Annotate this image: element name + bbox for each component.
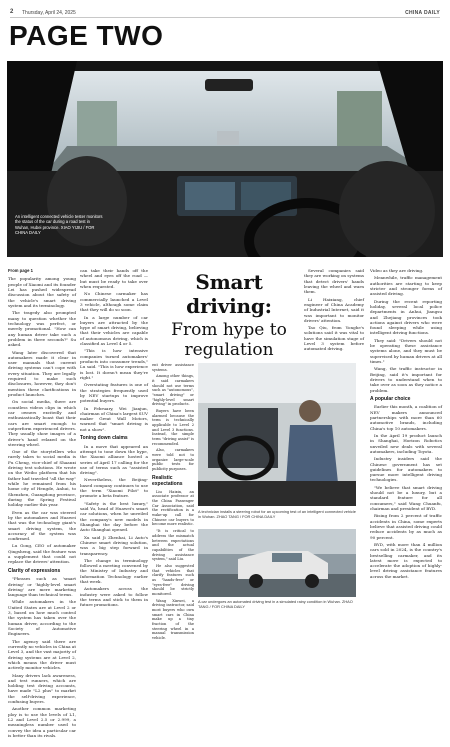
subheading: Realistic expectations [152,474,183,488]
paragraph: In a move that appeared an attempt to tone down the hype, the Xiaomi alliance hosted a series of April 17 calling for the use of terms such as "assisted driving". [80,443,148,476]
paragraph: Li Haixiang, chief engineer of China Academy of Industrial Internet, said it was important to monitor drivers' attention. [304,296,364,323]
paragraph: Industry insiders said the Chinese government has set guidelines for automakers to pursue more intelligent driving technologies. [370,456,442,483]
paragraph: Tao Qiu, from Yonghe's solutions said it was vital to have the simulation stage of Level 3 system before automated driving. [304,325,364,352]
paragraph: Also, carmakers were told not to organize large-scale public tests for publicity purposes. [152,448,194,472]
paragraph: ent driver assistance systems. [152,363,194,372]
rain-test-illustration [198,529,356,597]
paragraph: The popularity among young people of Xiaomi and its founder Lei has pushed widespread discussion about the safety of the vehicle's smart driving system and its terminology. [8,276,76,309]
paragraph: They said: "Drivers should not be operating these assistance systems alone, and they must be supervised by human drivers at all times." [370,337,443,364]
paragraph: In a large number of car buyers are attracted by the hype of smart driving, believing that their vehicles are capable of autonomous driving, which is classified as Level 4 or 5. [80,314,148,347]
masthead [10,8,440,18]
main-photo [7,61,443,257]
technician-photo [198,363,356,506]
paragraph: Buyers have been alarmed because the term is technically applicable to Level 2 and Level 3 functions. Instead, the simple term "driving assist" is recommended. [152,409,194,446]
headline-line-2: From hype to regulation [171,320,287,360]
paragraph: The agency said there are currently no vehicles in China at Level 3, and the vast majority of driving systems are at Level 2, which means the driver must actively monitor vehicles. [8,638,76,671]
paragraph: The tragedy also prompted many to question whether the technology was perfect, or merely promotional. "How can any human driver take such a problem in three seconds?" Su asked. [8,310,76,348]
subheading: Clarity of expressions [8,567,61,574]
paragraph: Nevertheless, the Beijing-based company continues to use the term "Xiaomi Pilot" to promote a beta feature. [80,477,148,499]
technician-photo-caption: A technician installs a steering robot for an upcoming test of an intelligent connected vehicle in Wuhan. ZHAO TANG / FOR CHINA DAILY [198,509,356,520]
section-title: PAGE TWO [9,20,164,51]
paragraph: On social media, there are countless videos clips in which car owners excitedly and enthusiastically boast that their cars are smart enough to outperform experienced drivers. They usually show images of a driver's hand relaxed on the steering wheel. [8,399,76,447]
paragraph: Wang, the traffic instructor in Beijing, said it's important for drivers to understand when to take over as soon as they notice a problem. [370,366,442,393]
paragraph: "Safety is the best luxury," said Yu, head of Huawei's smart car solutions, when he unveiled the company's new models in Shanghai the day before the Auto Shanghai opened. [80,500,148,533]
paragraph: Meanwhile, traffic management authorities are starting to keep stricter and stronger forms of assisted driving. [370,275,442,297]
paragraph: While automakers in the United States are at Level 2 or 3, based on how much control the system has taken over the human driver, according to the Society of Automotive Engineers. [8,599,76,637]
paragraph: Overstating features is one of the strategies frequently used by NEV startups to improve potential buyers. [80,382,148,404]
paragraph: Liu Haixin, an associate professor at the China Passenger Car Association, said the rectification is a wake-up call for Chinese car buyers to become more realistic. [152,489,194,527]
paragraph: In February, Wei Jianjun, chairman of China's largest SUV maker Great Wall Motors, warned that "smart driving is not a show". [80,405,148,432]
brand-name: CHINA DAILY [405,10,440,16]
paragraph: During the recent reporting holiday, several local police departments in Anhui, Jiangsu and Zhejiang provinces took actions against drivers who were found sleeping while using intelligent driving functions. [370,298,442,336]
date-line: Thursday, April 24, 2025 [22,10,76,16]
main-photo-caption: An intelligent connected vehicle tester monitors the status of the car during a road test in Wuhan, Hubei province. XIAO YIJIU / FOR CHINA DAILY [15,214,103,235]
paragraph: No Chinese carmaker has commercially launched a Level 3 vehicle, although some claim that they will do so soon. [80,291,148,313]
subheading: Toning down claims [80,435,128,442]
paragraph: Even as the car was steered by the automakers and Huawei that was the technology giant's smart driving system, the accuracy of the system was confirmed. [8,509,76,542]
paragraph: Among other things, it said carmakers should not use terms such as "autonomous", "smart driving" or "highly-level smart driving" in products. [152,374,194,407]
paragraph: can take their hands off the wheel and eyes off the road — but must be ready to take over when requested. [80,268,148,289]
paragraph: Earlier this month, a coalition of NEV makers announced partnerships with more than 60 automotive brands, including China's top 10 automakers. [370,404,442,431]
paragraph: BYD, with more than 4 million cars sold in 2024, is the country's bestselling carmaker, and its latest move is expected to accelerate the adoption of highly-level driving assistance features across the market. [370,541,442,579]
paragraph: Video as they are driving. [370,268,424,273]
paragraph: "Phrases such as 'smart driving' or 'highly-level smart driving' are mere marketing language than technical terms. [8,576,76,598]
paragraph: "This is how intensive companies turned automakers' products into consumer trends," Lu said. "This is how experience is lost. It doesn't mean they're right." [80,348,148,380]
article-column-3 [152,363,194,643]
paragraph: The change in terminology followed a meeting convened by the Ministry of Industry and Information Technology earlier that week. [80,557,148,585]
article-column-2 [80,268,148,610]
rain-test-photo-caption: A car undergoes an automated driving test in a simulated rainy condition in Wuhan. ZHAO TANG / FOR CHINA DAILY [198,599,353,610]
paragraph: "We believe that smart driving should not be a luxury, but a standard feature for all consumers," said Wang Chuanfu, chairman and president of BYD. [370,484,442,511]
headline [154,270,304,360]
article-column-4 [370,268,442,581]
paragraph: Wang Xinwei, a driving instructor, said most buyers who own smart cars in China make up a tiny fraction of the steering wheel in a manual transmission vehicle. [152,598,194,640]
page-number: 2 [10,9,14,15]
paragraph: Xu said Ji Zhenhai, Li Auto's Chinese smart driving solution, was a big step forward in transparency. [80,534,148,556]
paragraph: In the April 19 product launch in Shanghai, Horizon Robotics unveiled new deals with several automakers, including Toyota. [370,432,442,454]
paragraph: Many drivers lack awareness, and test runners, which are holding test driving accounts, have made "L2 plus" to market the self-driving experience, confusing buyers. [8,672,76,705]
paragraph: Wang later discovered that automakers made it clear in user manuals that current driving systems can't cope with every situation. They are legally required to make such disclosures, however, they don't mention these clarifications in product launches. [8,349,76,398]
technician-illustration [198,363,356,506]
paragraph: "It is critical to address the mismatch between expectations and the actual capabilities of the driving assistance system," said Liu. [152,529,194,562]
continued-from-label: From page 1 [8,268,33,273]
article-column-3b [304,268,364,354]
paragraph: Rising from 2 percent of traffic accidents in China, some experts believe that assisted driving could reduce accidents by as much as 90 percent. [370,513,442,540]
paragraph: One of the storytellers who rarely takes to social media is Fu Cheng, vice-chief of Shaanxi driving test solutions. He wrote on the Weibo platform that his father had traveled "all the way" while he remained from his home city of Hengde, Anhui, to Shenzhen, Guangdong province, during the Spring Festival holiday earlier this year. [8,449,76,508]
paragraph: Lu Gong, CEO of automaker Qingsheng, said the feature was a supplement that could not replace the drivers' attention. [8,543,76,565]
paragraph: Automakers across the industry were asked to follow the terms and stick to them in future promotions. [80,586,148,608]
subheading: A popular choice [370,395,411,402]
rain-test-photo [198,529,356,597]
paragraph: Several companies said they are working on systems that detect drivers' hands leaving the wheel and warn them. [304,268,364,295]
paragraph: He also suggested that vehicles that clarify features such as "hands-free" or "eyes-free" driving should be strictly monitored. [152,563,194,596]
article-column-1 [8,268,76,740]
paragraph: Another common marketing ploy is to use the levels of L1, L2 and Level 2.5 or 2.999, a meaningless number used to convey the idea a particular car is better than its rivals. [8,706,76,738]
headline-line-1: Smart driving: [186,270,272,318]
